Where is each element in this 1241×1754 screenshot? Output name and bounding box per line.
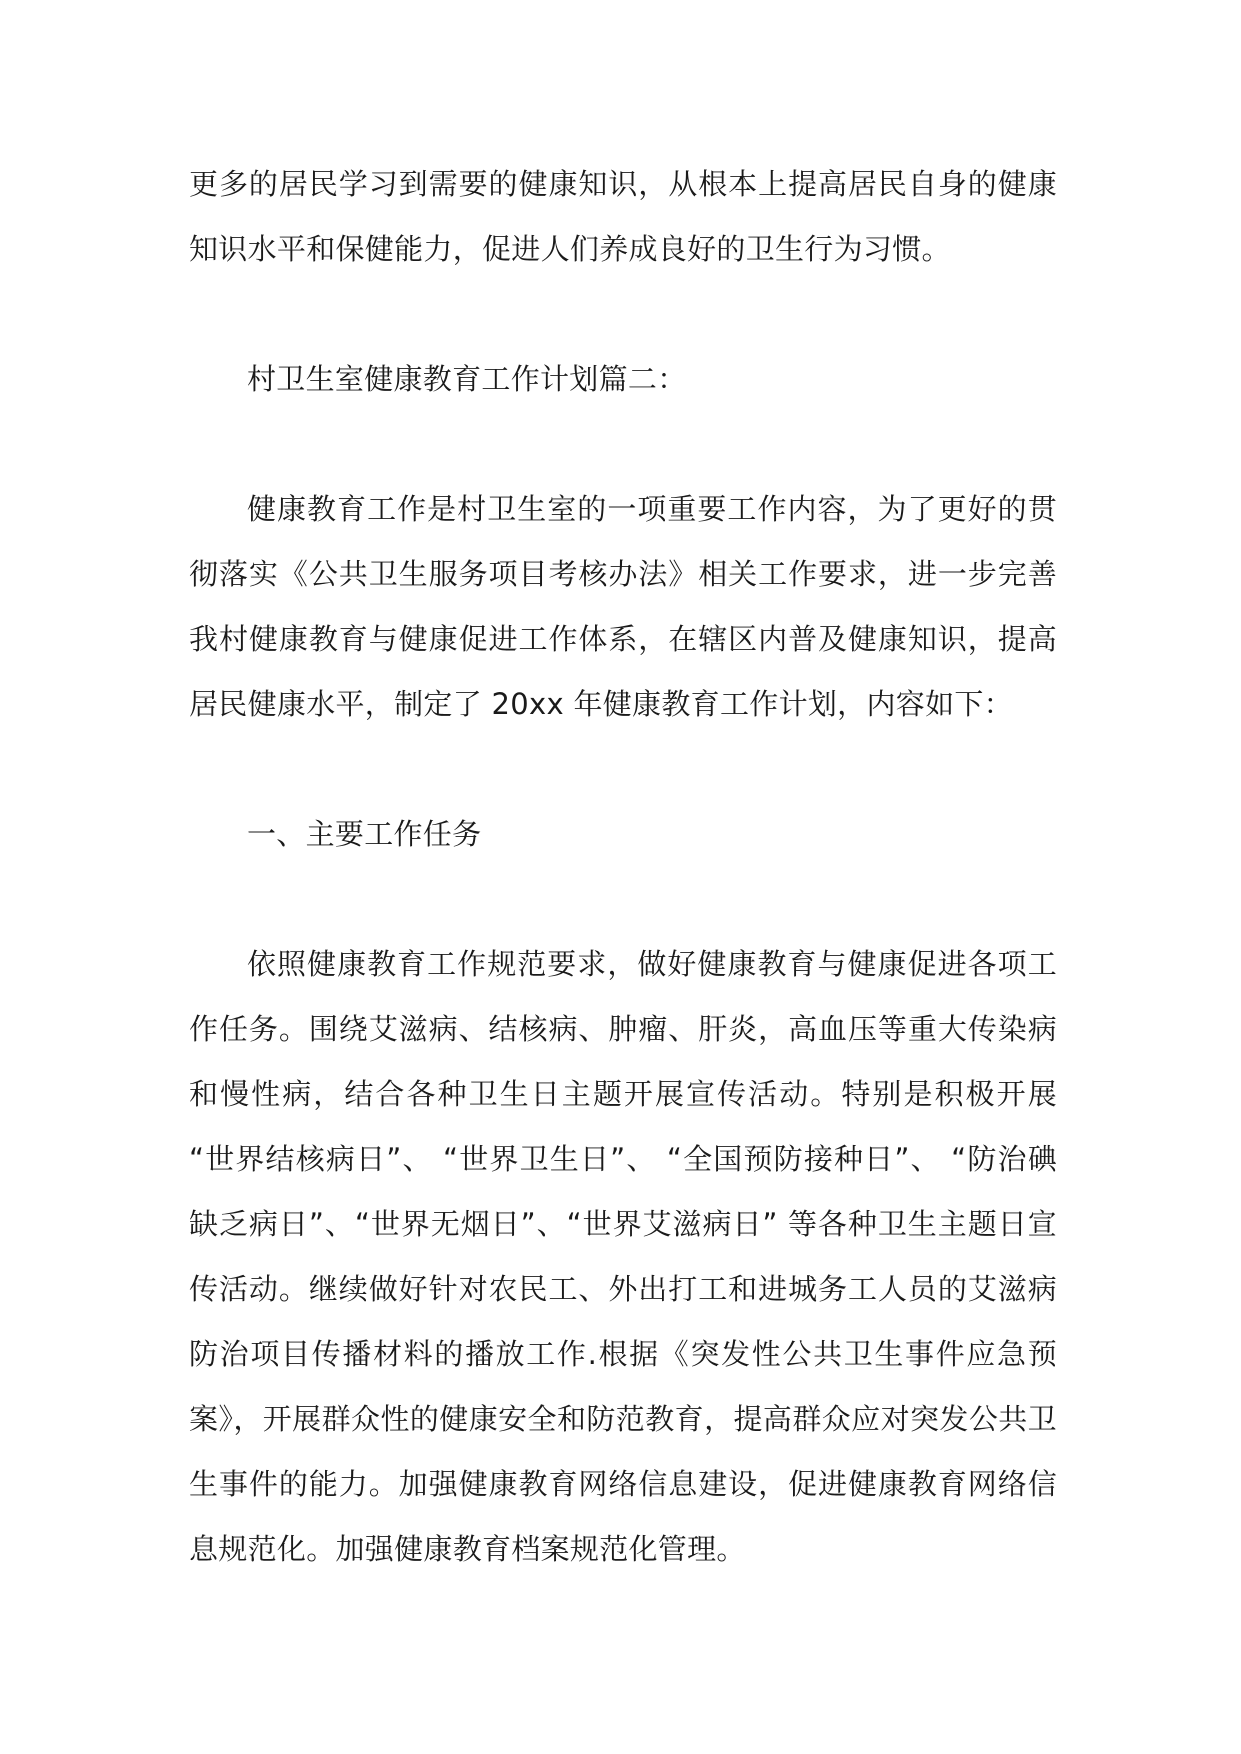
paragraph-intro: 健康教育工作是村卫生室的一项重要工作内容，为了更好的贯彻落实《公共卫生服务项目考核办法》相关工作要求，进一步完善我村健康教育与健康促进工作体系，在辖区内普及健康知识，提高居民健康水平，制定了 20xx 年健康教育工作计划，内容如下： — [189, 492, 1057, 721]
section-heading-plan-two: 村卫生室健康教育工作计划篇二： — [247, 362, 687, 396]
paragraph-tasks: 依照健康教育工作规范要求，做好健康教育与健康促进各项工作任务。围绕艾滋病、结核病、肿瘤、肝炎，高血压等重大传染病和慢性病，结合各种卫生日主题开展宣传活动。特别是积极开展 “世界结核病日”、 “世界卫生日”、 “全国预防接种日”、 “防治碘缺乏病日”、“世界无烟日”、“世界艾滋病日” 等各种卫生主题日宣传活动。继续做好针对农民工、外出打工和进城务工人员的艾滋病防治项目传播材料的播放工作.根据《突发性公共卫生事件应急预案》，开展群众性的健康安全和防范教育，提高群众应对突发公共卫生事件的能力。加强健康教育网络信息建设，促进健康教育网络信息规范化。加强健康教育档案规范化管理。 — [189, 947, 1057, 1566]
paragraph-spacer — [189, 867, 1057, 932]
document-body — [189, 152, 1057, 1582]
paragraph-continuation: 更多的居民学习到需要的健康知识，从根本上提高居民自身的健康知识水平和保健能力，促进人们养成良好的卫生行为习惯。 — [189, 167, 1057, 266]
paragraph-spacer — [189, 282, 1057, 347]
paragraph-spacer — [189, 737, 1057, 802]
paragraph-spacer — [189, 412, 1057, 477]
section-heading-main-tasks: 一、主要工作任务 — [247, 817, 482, 851]
